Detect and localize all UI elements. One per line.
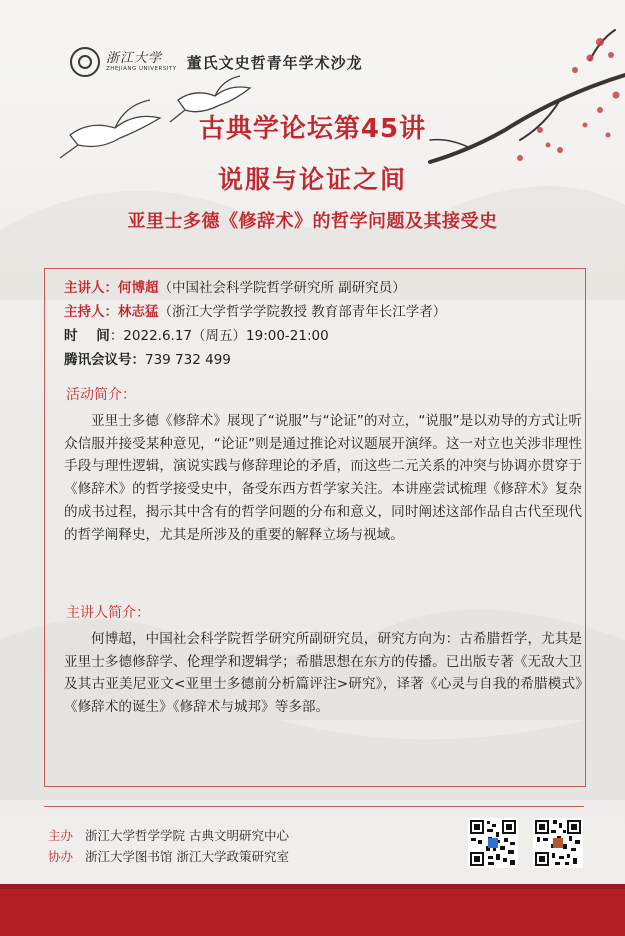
speaker-intro-text: 何博超，中国社会科学院哲学研究所副研究员，研究方向为：古希腊哲学，尤其是亚里士多德修辞学、伦理学和逻辑学；希腊思想在东方的传播。已出版专著《无敌大卫及其古亚美尼亚文<亚里士多德前分析篇评注>研究》，译著《心灵与自我的希腊模式》《修辞术的诞生》《修辞术与城邦》等多部。 xyxy=(64,631,582,716)
host-name: 林志猛 xyxy=(118,304,159,320)
meeting-id: 739 732 499 xyxy=(145,352,231,368)
lecture-title: 说服与论证之间 xyxy=(217,165,407,194)
activity-text: 亚里士多德《修辞术》展现了“说服”与“论证”的对立，“说服”是以劝导的方式让听众信服并接受某种意见，“论证”则是通过推论对议题展开演绎。这一对立也关涉非理性手段与理性逻辑，演说实践与修辞理论的矛盾，而这些二元关系的冲突与协调亦贯穿于《修辞术》的哲学接受史中，备受东西方哲学家关注。本讲座尝试梳理《修辞术》复杂的成书过程，揭示其中含有的哲学问题的分布和意义，同时阐述这部作品自古代至现代的哲学阐释史，尤其是所涉及的重要的解释立场与视域。 xyxy=(64,413,582,543)
lecture-info xyxy=(64,276,584,372)
header xyxy=(70,44,363,80)
forum-title: 古典学论坛第45讲 xyxy=(198,114,427,144)
footer-divider xyxy=(44,806,584,807)
meeting-label: 腾讯会议号： xyxy=(64,352,145,368)
organizer-label: 主办 xyxy=(48,828,74,843)
qr-code-icon[interactable] xyxy=(468,818,518,868)
footer-bar xyxy=(0,884,625,936)
university-logo xyxy=(106,51,177,73)
university-seal-icon xyxy=(70,47,100,77)
speaker-row xyxy=(64,276,584,300)
time-value: ：2022.6.17（周五）19:00-21:00 xyxy=(109,328,329,344)
university-name-cn: 浙江大学 xyxy=(106,51,163,66)
host-affiliation: （浙江大学哲学学院教授 教育部青年长江学者） xyxy=(158,304,447,320)
host-label: 主持人： xyxy=(64,304,118,320)
speaker-intro-heading: 主讲人简介： xyxy=(66,605,150,621)
co-organizer-row xyxy=(48,847,289,865)
co-organizer-value: 浙江大学图书馆 浙江大学政策研究室 xyxy=(85,849,289,864)
time-row xyxy=(64,324,584,348)
activity-heading: 活动简介： xyxy=(66,387,136,403)
lecture-subtitle: 亚里士多德《修辞术》的哲学问题及其接受史 xyxy=(127,211,498,232)
speaker-label: 主讲人： xyxy=(64,280,118,296)
speaker-affiliation: （中国社会科学院哲学研究所 副研究员） xyxy=(158,280,406,296)
university-name-en: ZHEJIANG UNIVERSITY xyxy=(106,66,177,72)
host-row xyxy=(64,300,584,324)
salon-name: 董氏文史哲青年学术沙龙 xyxy=(186,53,363,72)
meeting-row xyxy=(64,348,584,372)
co-organizer-label: 协办 xyxy=(48,849,74,864)
qr-code-icon[interactable] xyxy=(533,818,583,868)
organizer-row xyxy=(48,826,289,844)
time-label: 时 间 xyxy=(64,328,110,344)
speaker-name: 何博超 xyxy=(118,280,159,296)
organizer-value: 浙江大学哲学学院 古典文明研究中心 xyxy=(85,828,289,843)
